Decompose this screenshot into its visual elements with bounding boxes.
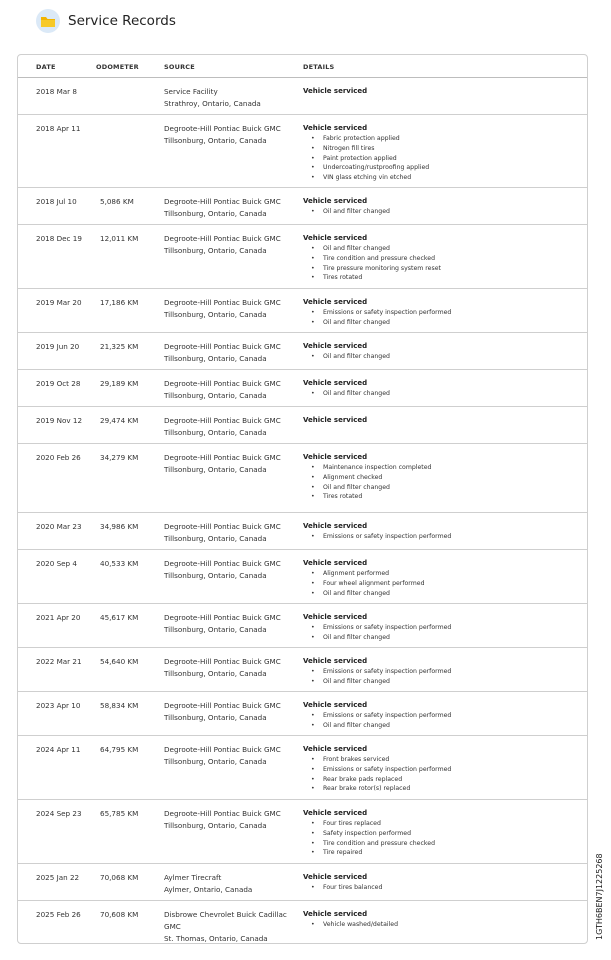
odometer-reading: 40,533 KM — [100, 559, 139, 568]
details-list — [303, 623, 573, 643]
service-details — [303, 378, 573, 399]
details-list-item: • Oil and filter changed — [303, 352, 573, 362]
service-date: 2020 Mar 23 — [36, 522, 82, 531]
details-title: Vehicle serviced — [303, 342, 368, 350]
service-date: 2020 Sep 4 — [36, 559, 77, 568]
details-list-item: • Four tires balanced — [303, 883, 573, 893]
source-line: Tillsonburg, Ontario, Canada — [164, 571, 267, 580]
details-title: Vehicle serviced — [303, 379, 368, 387]
service-details — [303, 341, 573, 362]
details-list-item: • VIN glass etching vin etched — [303, 173, 573, 183]
details-list — [303, 711, 573, 731]
details-list-item: • Oil and filter changed — [303, 721, 573, 731]
source-line: Tillsonburg, Ontario, Canada — [164, 354, 267, 363]
page-header — [36, 8, 176, 34]
odometer-reading: 70,068 KM — [100, 873, 139, 882]
details-list-item: • Four tires replaced — [303, 819, 573, 829]
source-line: Degroote-Hill Pontiac Buick GMC — [164, 657, 281, 666]
details-list-item: • Alignment checked — [303, 473, 573, 483]
table-row — [18, 188, 587, 225]
odometer-reading: 29,189 KM — [100, 379, 139, 388]
details-list-item: • Alignment performed — [303, 569, 573, 579]
service-source — [164, 744, 294, 768]
column-header-details: DETAILS — [303, 63, 335, 71]
table-row — [18, 692, 587, 736]
details-list-item: • Oil and filter changed — [303, 633, 573, 643]
details-list-item: • Tire condition and pressure checked — [303, 839, 573, 849]
table-row — [18, 333, 587, 370]
details-list — [303, 569, 573, 598]
source-line: Disbrowe Chevrolet Buick Cadillac — [164, 910, 287, 919]
source-line: Tillsonburg, Ontario, Canada — [164, 669, 267, 678]
odometer-reading: 12,011 KM — [100, 234, 139, 243]
table-row — [18, 648, 587, 692]
details-list-item: • Oil and filter changed — [303, 483, 573, 493]
details-list-item: • Emissions or safety inspection performed — [303, 308, 573, 318]
service-date: 2018 Mar 8 — [36, 87, 77, 96]
service-source — [164, 808, 294, 832]
details-list-item: • Rear brake rotor(s) replaced — [303, 784, 573, 794]
table-row — [18, 78, 587, 115]
service-records-table — [17, 54, 588, 944]
service-date: 2018 Apr 11 — [36, 124, 81, 133]
details-list-item: • Undercoating/rustproofing applied — [303, 163, 573, 173]
table-row — [18, 289, 587, 333]
service-details — [303, 909, 573, 930]
service-details — [303, 415, 573, 426]
page-title: Service Records — [68, 13, 176, 29]
details-title: Vehicle serviced — [303, 873, 368, 881]
odometer-reading: 70,608 KM — [100, 910, 139, 919]
table-row — [18, 800, 587, 864]
details-title: Vehicle serviced — [303, 87, 368, 95]
service-source — [164, 521, 294, 545]
service-details — [303, 612, 573, 643]
service-details — [303, 521, 573, 542]
column-header-date: DATE — [36, 63, 56, 71]
details-list — [303, 389, 573, 399]
source-line: Degroote-Hill Pontiac Buick GMC — [164, 559, 281, 568]
details-list-item: • Rear brake pads replaced — [303, 775, 573, 785]
service-date: 2025 Jan 22 — [36, 873, 80, 882]
service-source — [164, 612, 294, 636]
details-list-item: • Tire condition and pressure checked — [303, 254, 573, 264]
service-source — [164, 196, 294, 220]
odometer-reading: 54,640 KM — [100, 657, 139, 666]
source-line: Degroote-Hill Pontiac Buick GMC — [164, 342, 281, 351]
details-list-item: • Vehicle washed/detailed — [303, 920, 573, 930]
details-list — [303, 134, 573, 183]
source-line: Degroote-Hill Pontiac Buick GMC — [164, 124, 281, 133]
odometer-reading: 34,279 KM — [100, 453, 139, 462]
service-source — [164, 297, 294, 321]
service-details — [303, 86, 573, 97]
service-source — [164, 86, 294, 110]
details-title: Vehicle serviced — [303, 124, 368, 132]
table-row — [18, 604, 587, 648]
details-title: Vehicle serviced — [303, 745, 368, 753]
details-title: Vehicle serviced — [303, 809, 368, 817]
details-list-item: • Emissions or safety inspection performed — [303, 711, 573, 721]
service-details — [303, 808, 573, 858]
service-date: 2020 Feb 26 — [36, 453, 81, 462]
details-title: Vehicle serviced — [303, 701, 368, 709]
source-line: Tillsonburg, Ontario, Canada — [164, 246, 267, 255]
odometer-reading: 34,986 KM — [100, 522, 139, 531]
details-list-item: • Oil and filter changed — [303, 677, 573, 687]
details-list — [303, 532, 573, 542]
details-title: Vehicle serviced — [303, 197, 368, 205]
details-list-item: • Oil and filter changed — [303, 244, 573, 254]
source-line: Tillsonburg, Ontario, Canada — [164, 625, 267, 634]
details-title: Vehicle serviced — [303, 416, 368, 424]
table-row — [18, 901, 587, 950]
details-list-item: • Emissions or safety inspection performed — [303, 623, 573, 633]
source-line: Tillsonburg, Ontario, Canada — [164, 713, 267, 722]
source-line: Tillsonburg, Ontario, Canada — [164, 757, 267, 766]
service-source — [164, 656, 294, 680]
source-line: Degroote-Hill Pontiac Buick GMC — [164, 613, 281, 622]
odometer-reading: 29,474 KM — [100, 416, 139, 425]
details-title: Vehicle serviced — [303, 522, 368, 530]
service-date: 2022 Mar 21 — [36, 657, 82, 666]
service-source — [164, 233, 294, 257]
service-details — [303, 233, 573, 283]
table-header — [18, 55, 587, 78]
service-details — [303, 656, 573, 687]
details-title: Vehicle serviced — [303, 234, 368, 242]
service-date: 2024 Apr 11 — [36, 745, 81, 754]
details-title: Vehicle serviced — [303, 910, 368, 918]
table-row — [18, 370, 587, 407]
details-list-item: • Tires rotated — [303, 492, 573, 502]
details-list — [303, 244, 573, 283]
service-details — [303, 196, 573, 217]
odometer-reading: 21,325 KM — [100, 342, 139, 351]
folder-icon — [36, 9, 60, 33]
details-list-item: • Emissions or safety inspection performed — [303, 532, 573, 542]
table-row — [18, 513, 587, 550]
details-list-item: • Emissions or safety inspection performed — [303, 765, 573, 775]
table-body — [18, 78, 587, 950]
source-line: Degroote-Hill Pontiac Buick GMC — [164, 416, 281, 425]
source-line: Degroote-Hill Pontiac Buick GMC — [164, 298, 281, 307]
details-list — [303, 883, 573, 893]
details-list — [303, 819, 573, 858]
source-line: Degroote-Hill Pontiac Buick GMC — [164, 745, 281, 754]
column-header-source: SOURCE — [164, 63, 195, 71]
details-title: Vehicle serviced — [303, 298, 368, 306]
service-date: 2018 Dec 19 — [36, 234, 82, 243]
details-list-item: • Oil and filter changed — [303, 589, 573, 599]
source-line: Strathroy, Ontario, Canada — [164, 99, 261, 108]
source-line: Degroote-Hill Pontiac Buick GMC — [164, 453, 281, 462]
details-list-item: • Tires rotated — [303, 273, 573, 283]
odometer-reading: 45,617 KM — [100, 613, 139, 622]
details-list-item: • Front brakes serviced — [303, 755, 573, 765]
details-title: Vehicle serviced — [303, 559, 368, 567]
service-details — [303, 558, 573, 598]
service-details — [303, 123, 573, 183]
source-line: Tillsonburg, Ontario, Canada — [164, 821, 267, 830]
details-list-item: • Emissions or safety inspection performed — [303, 667, 573, 677]
source-line: Aylmer, Ontario, Canada — [164, 885, 253, 894]
source-line: Service Facility — [164, 87, 218, 96]
source-line: Degroote-Hill Pontiac Buick GMC — [164, 809, 281, 818]
details-list — [303, 207, 573, 217]
table-row — [18, 736, 587, 800]
details-list-item: • Tire repaired — [303, 848, 573, 858]
service-date: 2025 Feb 26 — [36, 910, 81, 919]
service-date: 2021 Apr 20 — [36, 613, 81, 622]
source-line: Degroote-Hill Pontiac Buick GMC — [164, 234, 281, 243]
source-line: Degroote-Hill Pontiac Buick GMC — [164, 701, 281, 710]
table-row — [18, 407, 587, 444]
details-list-item: • Paint protection applied — [303, 154, 573, 164]
details-list — [303, 308, 573, 328]
details-title: Vehicle serviced — [303, 613, 368, 621]
details-list-item: • Nitrogen fill tires — [303, 144, 573, 154]
source-line: Degroote-Hill Pontiac Buick GMC — [164, 197, 281, 206]
odometer-reading: 58,834 KM — [100, 701, 139, 710]
service-details — [303, 700, 573, 731]
details-list-item: • Four wheel alignment performed — [303, 579, 573, 589]
service-date: 2024 Sep 23 — [36, 809, 82, 818]
details-title: Vehicle serviced — [303, 657, 368, 665]
service-source — [164, 872, 294, 896]
source-line: Tillsonburg, Ontario, Canada — [164, 534, 267, 543]
source-line: Tillsonburg, Ontario, Canada — [164, 136, 267, 145]
odometer-reading: 65,785 KM — [100, 809, 139, 818]
table-row — [18, 115, 587, 188]
details-list-item: • Oil and filter changed — [303, 318, 573, 328]
service-details — [303, 872, 573, 893]
source-line: Tillsonburg, Ontario, Canada — [164, 391, 267, 400]
details-list — [303, 755, 573, 794]
details-list-item: • Fabric protection applied — [303, 134, 573, 144]
odometer-reading: 5,086 KM — [100, 197, 134, 206]
vin-label: 1GTH6BEN7J1225268 — [595, 853, 604, 940]
service-date: 2019 Mar 20 — [36, 298, 82, 307]
details-list-item: • Oil and filter changed — [303, 207, 573, 217]
details-list — [303, 920, 573, 930]
service-date: 2019 Oct 28 — [36, 379, 81, 388]
source-line: St. Thomas, Ontario, Canada — [164, 934, 268, 943]
service-source — [164, 378, 294, 402]
details-list — [303, 667, 573, 687]
service-source — [164, 909, 294, 945]
details-list — [303, 463, 573, 502]
odometer-reading: 64,795 KM — [100, 745, 139, 754]
details-list-item: • Tire pressure monitoring system reset — [303, 264, 573, 274]
service-source — [164, 558, 294, 582]
service-source — [164, 452, 294, 476]
service-details — [303, 744, 573, 794]
details-list-item: • Oil and filter changed — [303, 389, 573, 399]
source-line: Tillsonburg, Ontario, Canada — [164, 465, 267, 474]
service-source — [164, 700, 294, 724]
service-source — [164, 415, 294, 439]
table-row — [18, 550, 587, 604]
table-row — [18, 864, 587, 901]
details-list-item: • Safety inspection performed — [303, 829, 573, 839]
source-line: Tillsonburg, Ontario, Canada — [164, 310, 267, 319]
service-date: 2023 Apr 10 — [36, 701, 81, 710]
service-date: 2019 Nov 12 — [36, 416, 83, 425]
details-list — [303, 352, 573, 362]
source-line: Aylmer Tirecraft — [164, 873, 222, 882]
source-line: GMC — [164, 922, 181, 931]
source-line: Tillsonburg, Ontario, Canada — [164, 428, 267, 437]
source-line: Degroote-Hill Pontiac Buick GMC — [164, 522, 281, 531]
source-line: Tillsonburg, Ontario, Canada — [164, 209, 267, 218]
service-source — [164, 341, 294, 365]
service-date: 2018 Jul 10 — [36, 197, 77, 206]
service-date: 2019 Jun 20 — [36, 342, 80, 351]
details-title: Vehicle serviced — [303, 453, 368, 461]
service-source — [164, 123, 294, 147]
table-row — [18, 225, 587, 289]
odometer-reading: 17,186 KM — [100, 298, 139, 307]
table-row — [18, 444, 587, 513]
details-list-item: • Maintenance inspection completed — [303, 463, 573, 473]
service-details — [303, 452, 573, 502]
service-details — [303, 297, 573, 328]
column-header-odometer: ODOMETER — [96, 63, 139, 71]
source-line: Degroote-Hill Pontiac Buick GMC — [164, 379, 281, 388]
